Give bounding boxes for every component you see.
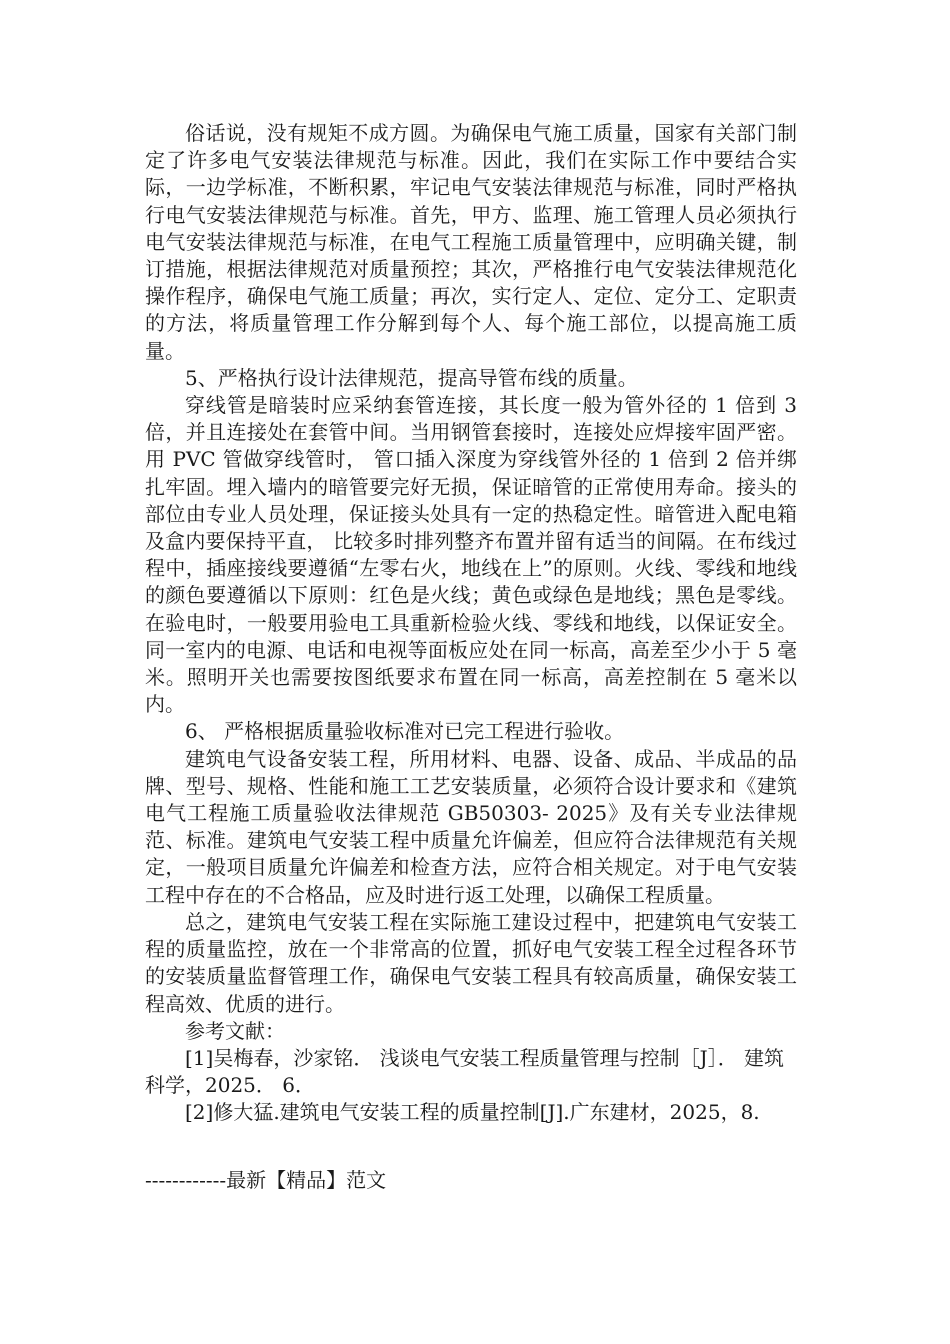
section-heading-6: 6、 严格根据质量验收标准对已完工程进行验收。 — [185, 719, 625, 744]
section-heading-5: 5、严格执行设计法律规范，提高导管布线的质量。 — [185, 365, 638, 390]
article-body — [145, 120, 797, 1127]
paragraph-acceptance: 建筑电气设备安装工程，所用材料、电器、设备、成品、半成品的品牌、型号、规格、性能和施工工艺安装质量，必须符合设计要求和《建筑电气工程施工质量验收法律规范 GB50303- 2025》及有关专业法律规范、标准。建筑电气安装工程中质量允许偏差，但应符合法律规范有关规定，一般项目质量允许偏差和检查方法，应符合相关规定。对于电气安装工程中存在的不合格品，应及时进行返工处理，以确保工程质量。 — [145, 746, 797, 907]
paragraph-intro: 俗话说，没有规矩不成方圆。为确保电气施工质量，国家有关部门制定了许多电气安装法律规范与标准。因此，我们在实际工作中要结合实际，一边学标准，不断积累，牢记电气安装法律规范与标准，同时严格执行电气安装法律规范与标准。首先，甲方、监理、施工管理人员必须执行电气安装法律规范与标准，在电气工程施工质量管理中，应明确关键，制订措施，根据法律规范对质量预控；其次，严格推行电气安装法律规范化操作程序，确保电气施工质量；再次，实行定人、定位、定分工、定职责的方法，将质量管理工作分解到每个人、每个施工部位，以提高施工质量。 — [145, 121, 797, 363]
reference-item-2: [2]修大猛.建筑电气安装工程的质量控制[J].广东建材，2025，8. — [185, 1100, 760, 1125]
reference-item-1: [1]吴梅春，沙家铭． 浅谈电气安装工程质量管理与控制［J］． 建筑科学，2025． 6． — [145, 1045, 785, 1098]
references-heading: 参考文献： — [185, 1018, 285, 1043]
footer-tagline: ------------最新【精品】范文 — [145, 1168, 387, 1192]
paragraph-conclusion: 总之，建筑电气安装工程在实际施工建设过程中，把建筑电气安装工程的质量监控，放在一个非常高的位置，抓好电气安装工程全过程各环节的安装质量监督管理工作，确保电气安装工程具有较高质量，确保安装工程高效、优质的进行。 — [145, 909, 797, 1016]
paragraph-conduit: 穿线管是暗装时应采纳套管连接，其长度一般为管外径的 1 倍到 3 倍，并且连接处在套管中间。当用钢管套接时，连接处应焊接牢固严密。用 PVC 管做穿线管时， 管口插入深度为穿线管外径的 1 倍到 2 倍并绑扎牢固。埋入墙内的暗管要完好无损，保证暗管的正常使用寿命。接头的部位由专业人员处理，保证接头处具有一定的热稳定性。暗管进入配电箱及盒内要保持平直， 比较多时排列整齐布置并留有适当的间隔。在布线过程中，插座接线要遵循“左零右火，地线在上”的原则。火线、零线和地线的颜色要遵循以下原则：红色是火线；黄色或绿色是地线；黑色是零线。在验电时，一般要用验电工具重新检验火线、零线和地线，以保证安全。同一室内的电源、电话和电视等面板应处在同一标高，高差至少小于 5 毫米。照明开关也需要按图纸要求布置在同一标高，高差控制在 5 毫米以内。 — [145, 393, 797, 717]
